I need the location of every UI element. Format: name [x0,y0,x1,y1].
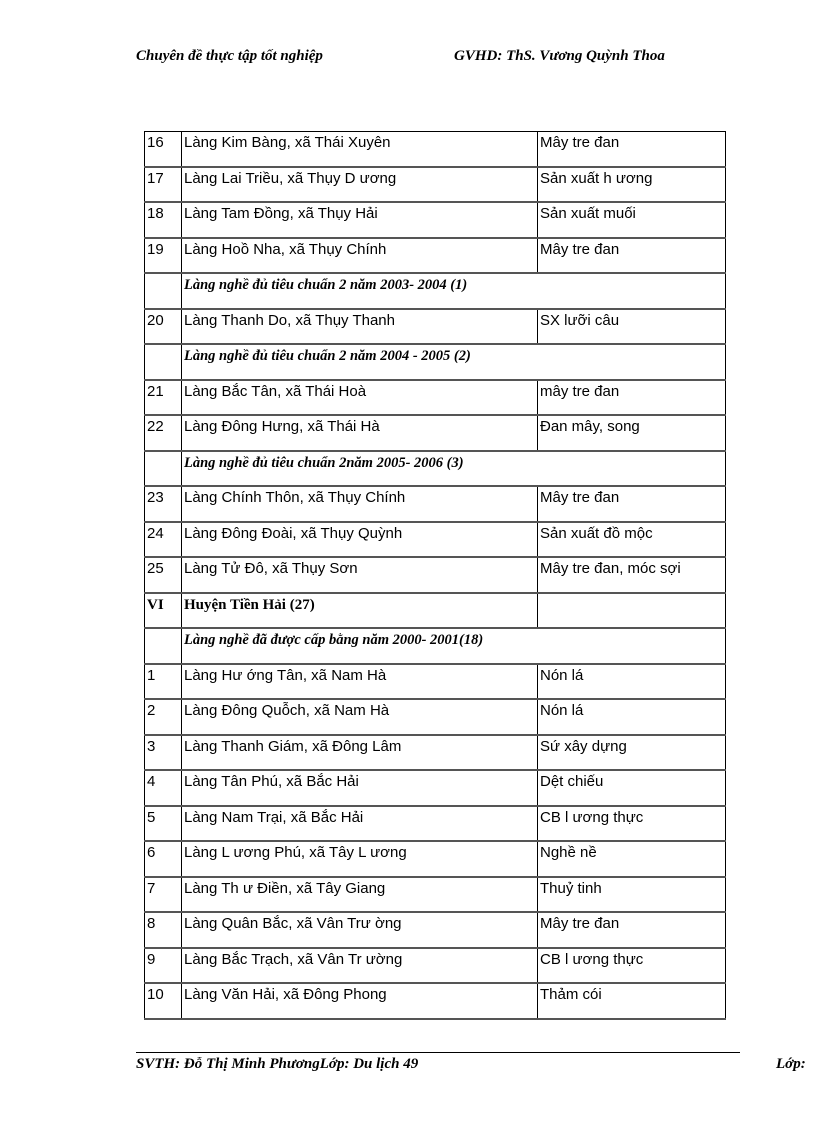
village-name: Làng Bắc Trạch, xã Vân Tr ường [182,948,538,984]
craft-village-table [144,131,726,1020]
craft-type: Mây tre đan [538,238,726,274]
table-row [145,699,726,735]
village-name: Làng Bắc Tân, xã Thái Hoà [182,380,538,416]
craft-type: CB l ương thực [538,806,726,842]
craft-type [538,593,726,629]
craft-type: Đan mây, song [538,415,726,451]
row-number: 8 [145,912,182,948]
section-row [145,273,726,309]
section-no-cell [145,451,182,487]
header-title: Chuyên đề thực tập tốt nghiệp [136,48,323,64]
village-name: Làng Nam Trại, xã Bắc Hải [182,806,538,842]
craft-type: CB l ương thực [538,948,726,984]
craft-type: mây tre đan [538,380,726,416]
footer-divider [136,1052,740,1053]
village-name: Làng Văn Hải, xã Đông Phong [182,983,538,1019]
village-name: Làng Quân Bắc, xã Vân Trư ờng [182,912,538,948]
row-number: 18 [145,202,182,238]
table-row [145,877,726,913]
table-row [145,202,726,238]
row-number: 24 [145,522,182,558]
section-row [145,451,726,487]
craft-type: Nghề nề [538,841,726,877]
row-number: 23 [145,486,182,522]
table-row [145,735,726,771]
village-name: Làng L ương Phú, xã Tây L ương [182,841,538,877]
footer-class-label: Lớp: [776,1056,806,1072]
table-row [145,948,726,984]
section-label: Làng nghề đủ tiêu chuẩn 2 năm 2003- 2004 (1) [182,273,726,309]
section-no-cell [145,628,182,664]
craft-type: Mây tre đan, móc sợi [538,557,726,593]
village-name: Làng Tân Phú, xã Bắc Hải [182,770,538,806]
village-name: Làng Hoồ Nha, xã Thụy Chính [182,238,538,274]
village-name: Làng Kim Bàng, xã Thái Xuyên [182,132,538,167]
row-number: 20 [145,309,182,345]
section-row [145,628,726,664]
table-row [145,841,726,877]
table-row [145,912,726,948]
table-row [145,806,726,842]
village-name: Làng Đông Đoài, xã Thụy Quỳnh [182,522,538,558]
table-row [145,664,726,700]
village-name: Làng Hư ớng Tân, xã Nam Hà [182,664,538,700]
village-name: Làng Đông Hưng, xã Thái Hà [182,415,538,451]
district-row [145,593,726,629]
page-footer [136,1056,816,1078]
village-name: Làng Th ư Điền, xã Tây Giang [182,877,538,913]
section-label: Làng nghề đủ tiêu chuẩn 2 năm 2004 - 2005 (2) [182,344,726,380]
row-number: 17 [145,167,182,203]
craft-type: Sản xuất đồ mộc [538,522,726,558]
section-label: Làng nghề đủ tiêu chuẩn 2năm 2005- 2006 (3) [182,451,726,487]
craft-type: Thảm cói [538,983,726,1019]
table-row [145,238,726,274]
section-no-cell [145,273,182,309]
row-number: VI [145,593,182,629]
craft-type: Nón lá [538,664,726,700]
row-number: 10 [145,983,182,1019]
table-row [145,983,726,1019]
footer-student: SVTH: Đỗ Thị Minh PhươngLớp: Du lịch 49 [136,1056,419,1072]
page-header [136,48,716,70]
row-number: 4 [145,770,182,806]
table-row [145,522,726,558]
village-name: Làng Thanh Giám, xã Đông Lâm [182,735,538,771]
craft-type: Mây tre đan [538,912,726,948]
row-number: 21 [145,380,182,416]
section-label: Làng nghề đã được cấp bằng năm 2000- 2001(18) [182,628,726,664]
craft-type: Mây tre đan [538,486,726,522]
row-number: 7 [145,877,182,913]
table-row [145,486,726,522]
row-number: 25 [145,557,182,593]
village-name: Huyện Tiền Hải (27) [182,593,538,629]
table-row [145,309,726,345]
row-number: 19 [145,238,182,274]
section-no-cell [145,344,182,380]
table-row [145,415,726,451]
village-name: Làng Đông Quỗch, xã Nam Hà [182,699,538,735]
craft-type: SX lưỡi câu [538,309,726,345]
craft-type: Sứ xây dựng [538,735,726,771]
village-name: Làng Chính Thôn, xã Thụy Chính [182,486,538,522]
craft-type: Mây tre đan [538,132,726,167]
table-row [145,380,726,416]
craft-type: Sản xuất muối [538,202,726,238]
village-name: Làng Lai Triều, xã Thụy D ương [182,167,538,203]
table-row [145,132,726,167]
craft-type: Sản xuất h ương [538,167,726,203]
village-name: Làng Tam Đồng, xã Thụy Hải [182,202,538,238]
row-number: 1 [145,664,182,700]
table-row [145,167,726,203]
craft-type: Dệt chiếu [538,770,726,806]
header-supervisor: GVHD: ThS. Vương Quỳnh Thoa [454,48,665,64]
craft-type: Nón lá [538,699,726,735]
row-number: 5 [145,806,182,842]
craft-type: Thuỷ tinh [538,877,726,913]
section-row [145,344,726,380]
row-number: 9 [145,948,182,984]
row-number: 16 [145,132,182,167]
row-number: 2 [145,699,182,735]
village-name: Làng Tử Đô, xã Thụy Sơn [182,557,538,593]
table-row [145,557,726,593]
row-number: 6 [145,841,182,877]
row-number: 22 [145,415,182,451]
table-row [145,770,726,806]
row-number: 3 [145,735,182,771]
craft-village-table-body [145,132,726,1019]
village-name: Làng Thanh Do, xã Thụy Thanh [182,309,538,345]
